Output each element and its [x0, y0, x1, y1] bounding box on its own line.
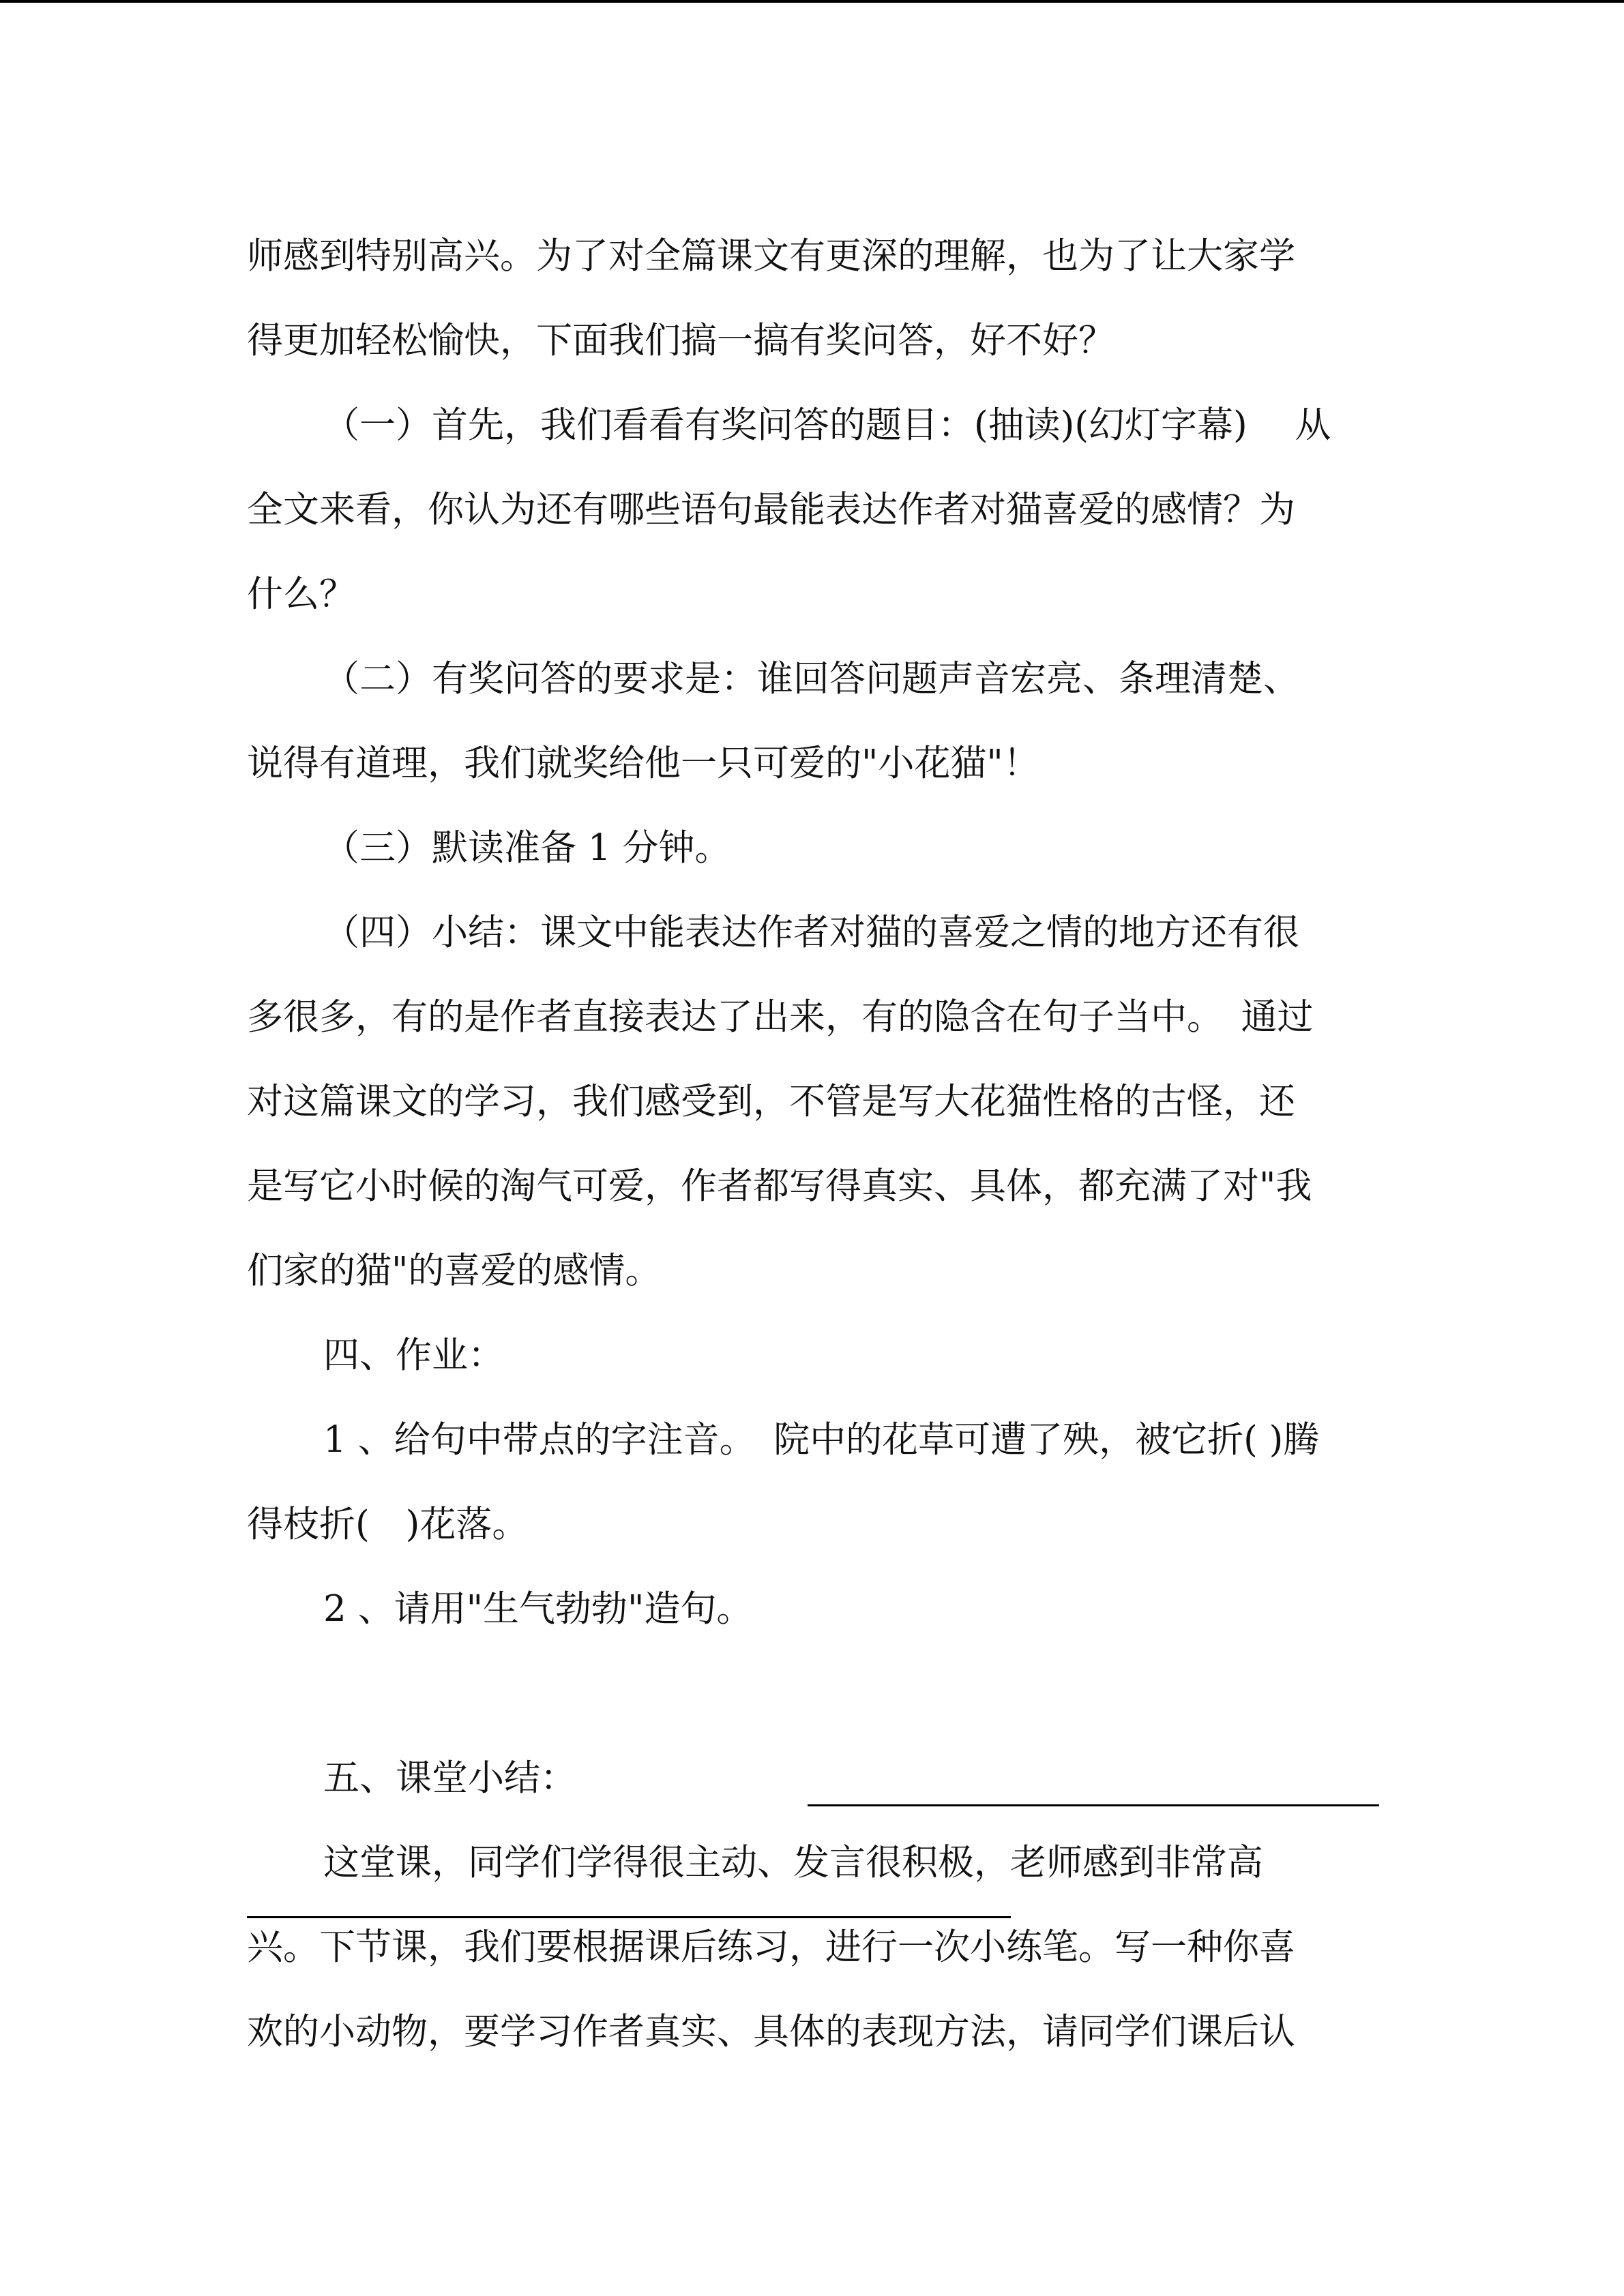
text-line: 说得有道理，我们就奖给他一只可爱的"小花猫"！: [247, 743, 1039, 784]
text-line: （一）首先，我们看看有奖问答的题目：(抽读)(幻灯字幕) 从: [323, 404, 1331, 446]
text-line: 们家的猫"的喜爱的感情。: [247, 1250, 662, 1292]
text-line: 1 、给句中带点的字注音。 院中的花草可遭了殃，被它折( )腾: [323, 1419, 1320, 1461]
text-line: 得更加轻松愉快，下面我们搞一搞有奖问答，好不好？: [247, 320, 1114, 361]
text-line: 2 、请用"生气勃勃"造句。: [323, 1588, 753, 1630]
text-line: （四）小结：课文中能表达作者对猫的喜爱之情的地方还有很: [323, 912, 1299, 953]
text-line: （三）默读准备 1 分钟。: [323, 827, 731, 869]
text-line: 欢的小动物，要学习作者真实、具体的表现方法，请同学们课后认: [247, 2011, 1295, 2053]
text-line: 兴。下节课，我们要根据课后练习，进行一次小练笔。写一种你喜: [247, 1926, 1295, 1968]
text-line: 是写它小时候的淘气可爱，作者都写得真实、具体，都充满了对"我: [247, 1165, 1312, 1207]
section-heading: 五、课堂小结：: [323, 1757, 576, 1799]
text-line: 什么？: [247, 573, 355, 615]
text-line: 对这篇课文的学习，我们感受到，不管是写大花猫性格的古怪，还: [247, 1081, 1295, 1122]
text-line: 师感到特别高兴。为了对全篇课文有更深的理解，也为了让大家学: [247, 235, 1295, 277]
text-line: 得枝折( )花落。: [247, 1504, 529, 1545]
text-line: 这堂课，同学们学得很主动、发言很积极，老师感到非常高: [323, 1842, 1263, 1883]
text-line: （二）有奖问答的要求是：谁回答问题声音宏亮、条理清楚、: [323, 658, 1299, 700]
page-top-border: [0, 0, 1624, 3]
section-heading: 四、作业：: [323, 1335, 504, 1376]
text-line: 全文来看，你认为还有哪些语句最能表达作者对猫喜爱的感情？为: [247, 489, 1295, 531]
text-line: 多很多，有的是作者直接表达了出来，有的隐含在句子当中。 通过: [247, 996, 1314, 1038]
